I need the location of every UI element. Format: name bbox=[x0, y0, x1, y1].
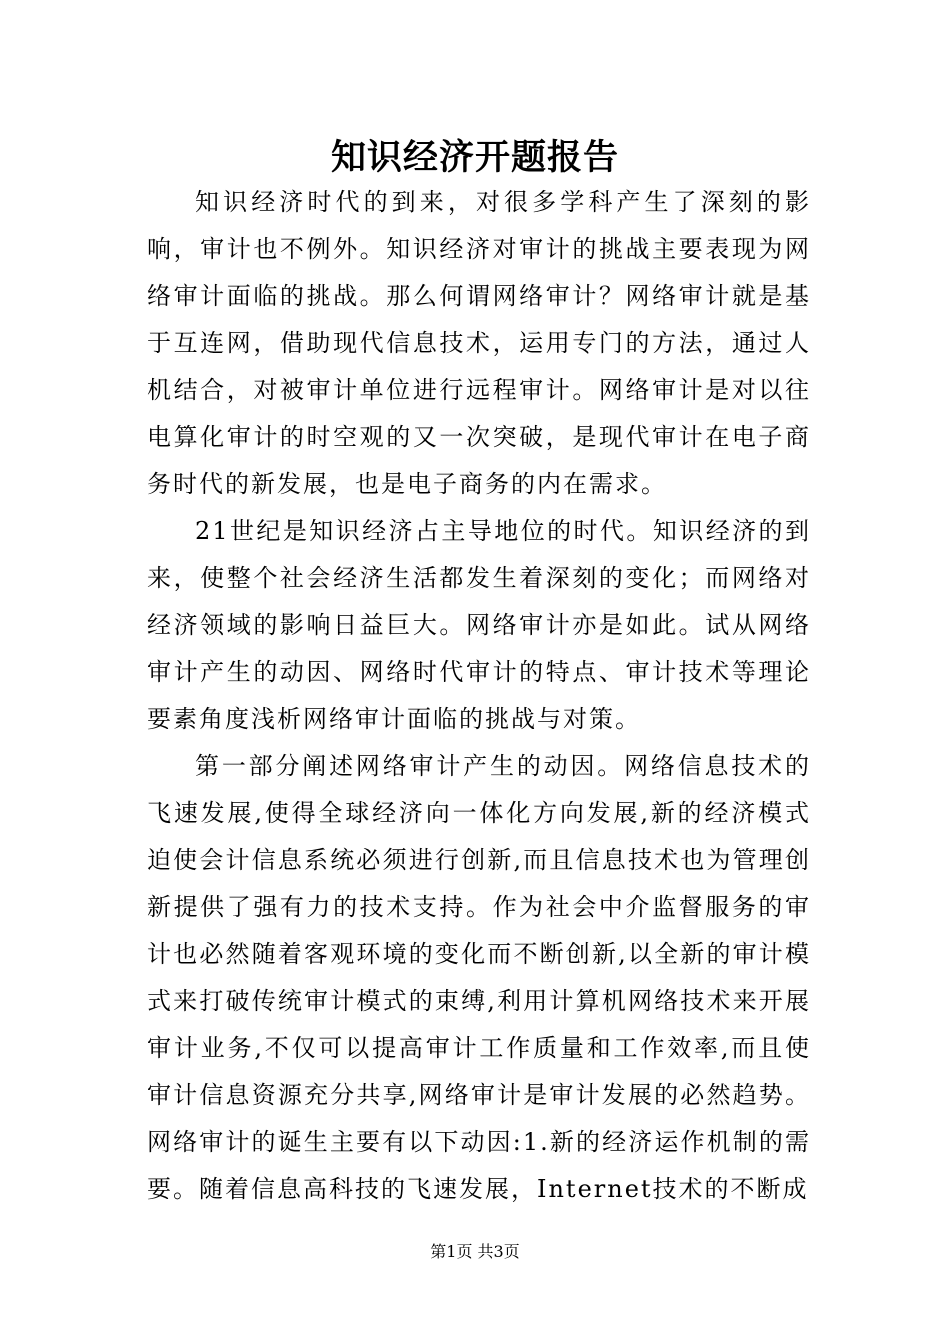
page-number-footer: 第1页 共3页 bbox=[430, 1242, 520, 1261]
paragraph-2: 21世纪是知识经济占主导地位的时代。知识经济的到来，使整个社会经济生活都发生着深刻的变化；而网络对经济领域的影响日益巨大。网络审计亦是如此。试从网络审计产生的动因、网络时代审计的特点、审计技术等理论要素角度浅析网络审计面临的挑战与对策。 bbox=[147, 517, 811, 733]
paragraph-3: 第一部分阐述网络审计产生的动因。网络信息技术的飞速发展,使得全球经济向一体化方向发展,新的经济模式迫使会计信息系统必须进行创新,而且信息技术也为管理创新提供了强有力的技术支持。作为社会中介监督服务的审计也必然随着客观环境的变化而不断创新,以全新的审计模式来打破传统审计模式的束缚,利用计算机网络技术来开展审计业务,不仅可以提高审计工作质量和工作效率,而且使审计信息资源充分共享,网络审计是审计发展的必然趋势。网络审计的诞生主要有以下动因:1.新的经济运作机制的需要。随着信息高科技的飞速发展，Internet技术的不断成 bbox=[147, 752, 811, 1203]
document-title: 知识经济开题报告 bbox=[330, 137, 619, 178]
document-body bbox=[147, 179, 811, 1213]
paragraph-1: 知识经济时代的到来，对很多学科产生了深刻的影响，审计也不例外。知识经济对审计的挑战主要表现为网络审计面临的挑战。那么何谓网络审计？网络审计就是基于互连网，借助现代信息技术，运用专门的方法，通过人机结合，对被审计单位进行远程审计。网络审计是对以往电算化审计的时空观的又一次突破，是现代审计在电子商务时代的新发展，也是电子商务的内在需求。 bbox=[147, 188, 811, 498]
